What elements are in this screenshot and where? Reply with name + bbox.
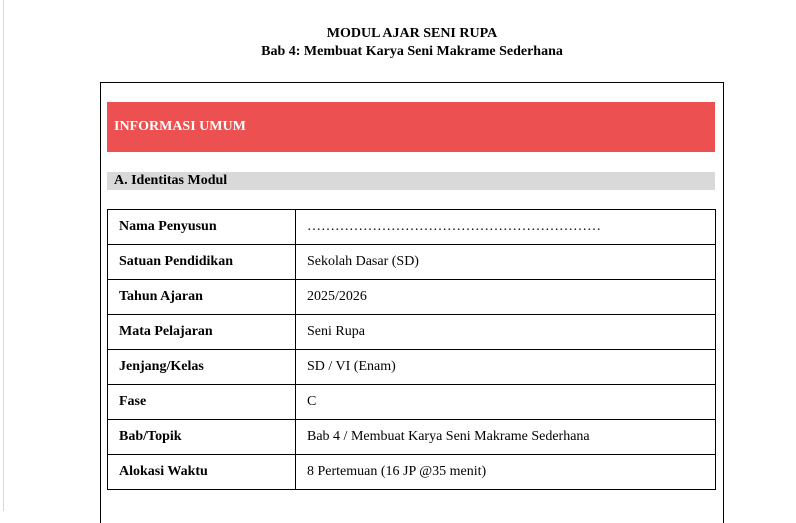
- row-value: ………………………………………………………: [296, 210, 716, 245]
- row-label: Tahun Ajaran: [108, 280, 296, 315]
- table-row: [108, 280, 716, 315]
- document-subtitle: Bab 4: Membuat Karya Seni Makrame Sederhana: [261, 44, 563, 59]
- row-value: Seni Rupa: [296, 315, 716, 350]
- table-row: [108, 455, 716, 490]
- table-row: [108, 315, 716, 350]
- page-left-edge: [3, 0, 4, 511]
- row-value: Bab 4 / Membuat Karya Seni Makrame Sederhana: [296, 420, 716, 455]
- subsection-header-identitas-modul: A. Identitas Modul: [107, 172, 715, 190]
- row-value: Sekolah Dasar (SD): [296, 245, 716, 280]
- row-label: Jenjang/Kelas: [108, 350, 296, 385]
- row-label: Alokasi Waktu: [108, 455, 296, 490]
- row-label: Nama Penyusun: [108, 210, 296, 245]
- row-label: Bab/Topik: [108, 420, 296, 455]
- row-value: 2025/2026: [296, 280, 716, 315]
- row-value: C: [296, 385, 716, 420]
- table-row: [108, 420, 716, 455]
- document-title: MODUL AJAR SENI RUPA: [326, 26, 498, 41]
- row-label: Fase: [108, 385, 296, 420]
- section-header-label: INFORMASI UMUM: [114, 119, 246, 134]
- row-value: SD / VI (Enam): [296, 350, 716, 385]
- module-page: [100, 82, 724, 523]
- identity-table: [107, 209, 716, 490]
- table-row: [108, 385, 716, 420]
- row-value: 8 Pertemuan (16 JP @35 menit): [296, 455, 716, 490]
- table-row: [108, 210, 716, 245]
- document-title-block: [0, 25, 796, 61]
- row-label: Satuan Pendidikan: [108, 245, 296, 280]
- table-row: [108, 245, 716, 280]
- table-row: [108, 350, 716, 385]
- row-label: Mata Pelajaran: [108, 315, 296, 350]
- section-header-informasi-umum: [107, 102, 715, 152]
